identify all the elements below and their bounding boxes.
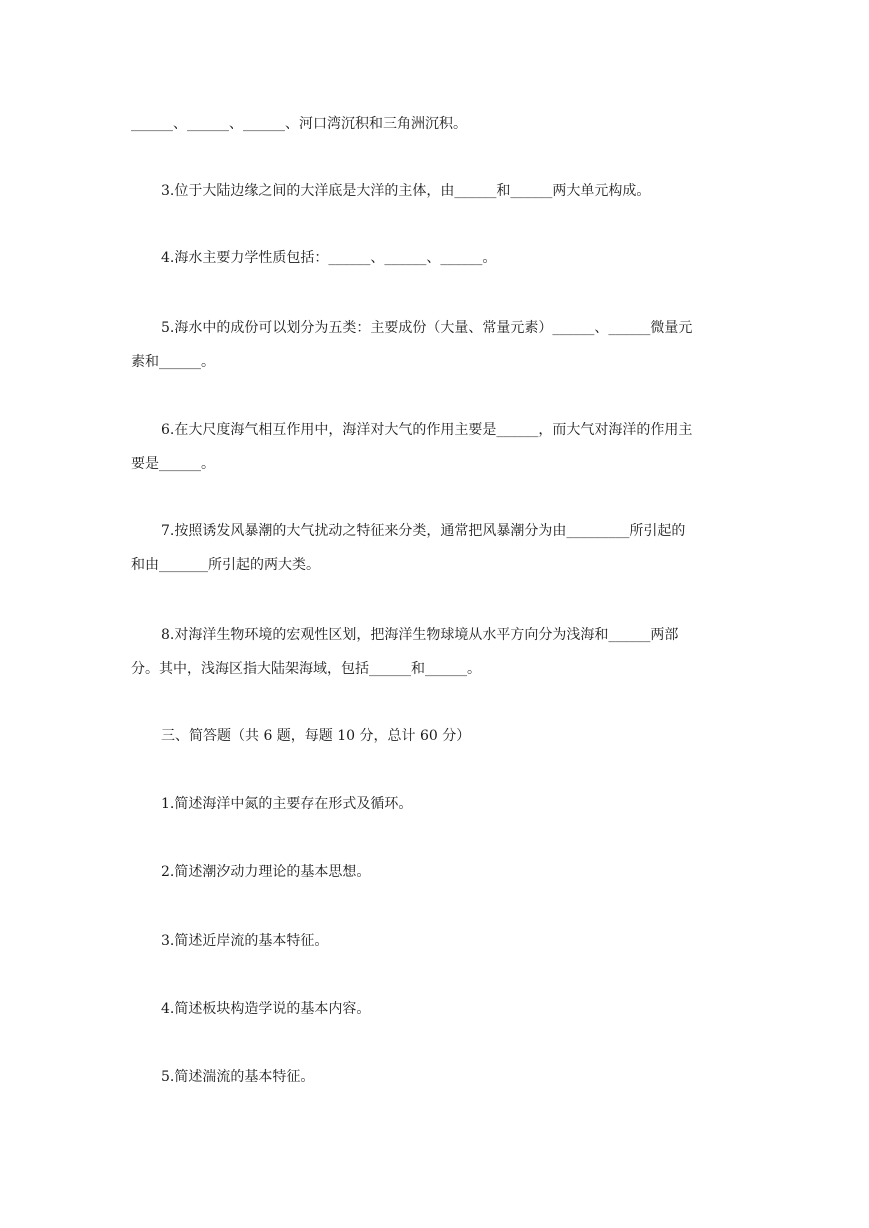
question-6-continuation: 要是______。: [131, 456, 215, 472]
question-8-continuation: 分。其中，浅海区指大陆架海域，包括______和______。: [131, 661, 481, 677]
question-4-text: 4.海水主要力学性质包括：______、______、______。: [161, 250, 497, 266]
fill-blank-continuation-line: ______、______、______、河口湾沉积和三角洲沉积。: [131, 116, 467, 132]
question-7-text: 7.按照诱发风暴潮的大气扰动之特征来分类，通常把风暴潮分为由_________所引起的: [161, 523, 686, 539]
short-answer-question-4: 4.简述板块构造学说的基本内容。: [161, 1001, 371, 1017]
question-8-text: 8.对海洋生物环境的宏观性区划，把海洋生物球境从水平方向分为浅海和______两部: [161, 627, 679, 643]
question-7-continuation: 和由_______所引起的两大类。: [131, 557, 320, 573]
section-heading-short-answer: 三、简答题（共 6 题，每题 10 分，总计 60 分）: [161, 728, 471, 744]
question-6-text: 6.在大尺度海气相互作用中，海洋对大气的作用主要是______，而大气对海洋的作用主: [161, 422, 693, 438]
question-5-text: 5.海水中的成份可以划分为五类：主要成份（大量、常量元素）______、______微量元: [161, 320, 693, 336]
short-answer-question-1: 1.简述海洋中氮的主要存在形式及循环。: [161, 796, 413, 812]
short-answer-question-3: 3.简述近岸流的基本特征。: [161, 933, 329, 949]
question-5-continuation: 素和______。: [131, 354, 215, 370]
question-3-text: 3.位于大陆边缘之间的大洋底是大洋的主体，由______和______两大单元构成。: [161, 183, 651, 199]
short-answer-question-5: 5.简述湍流的基本特征。: [161, 1069, 315, 1085]
short-answer-question-2: 2.简述潮汐动力理论的基本思想。: [161, 864, 371, 880]
